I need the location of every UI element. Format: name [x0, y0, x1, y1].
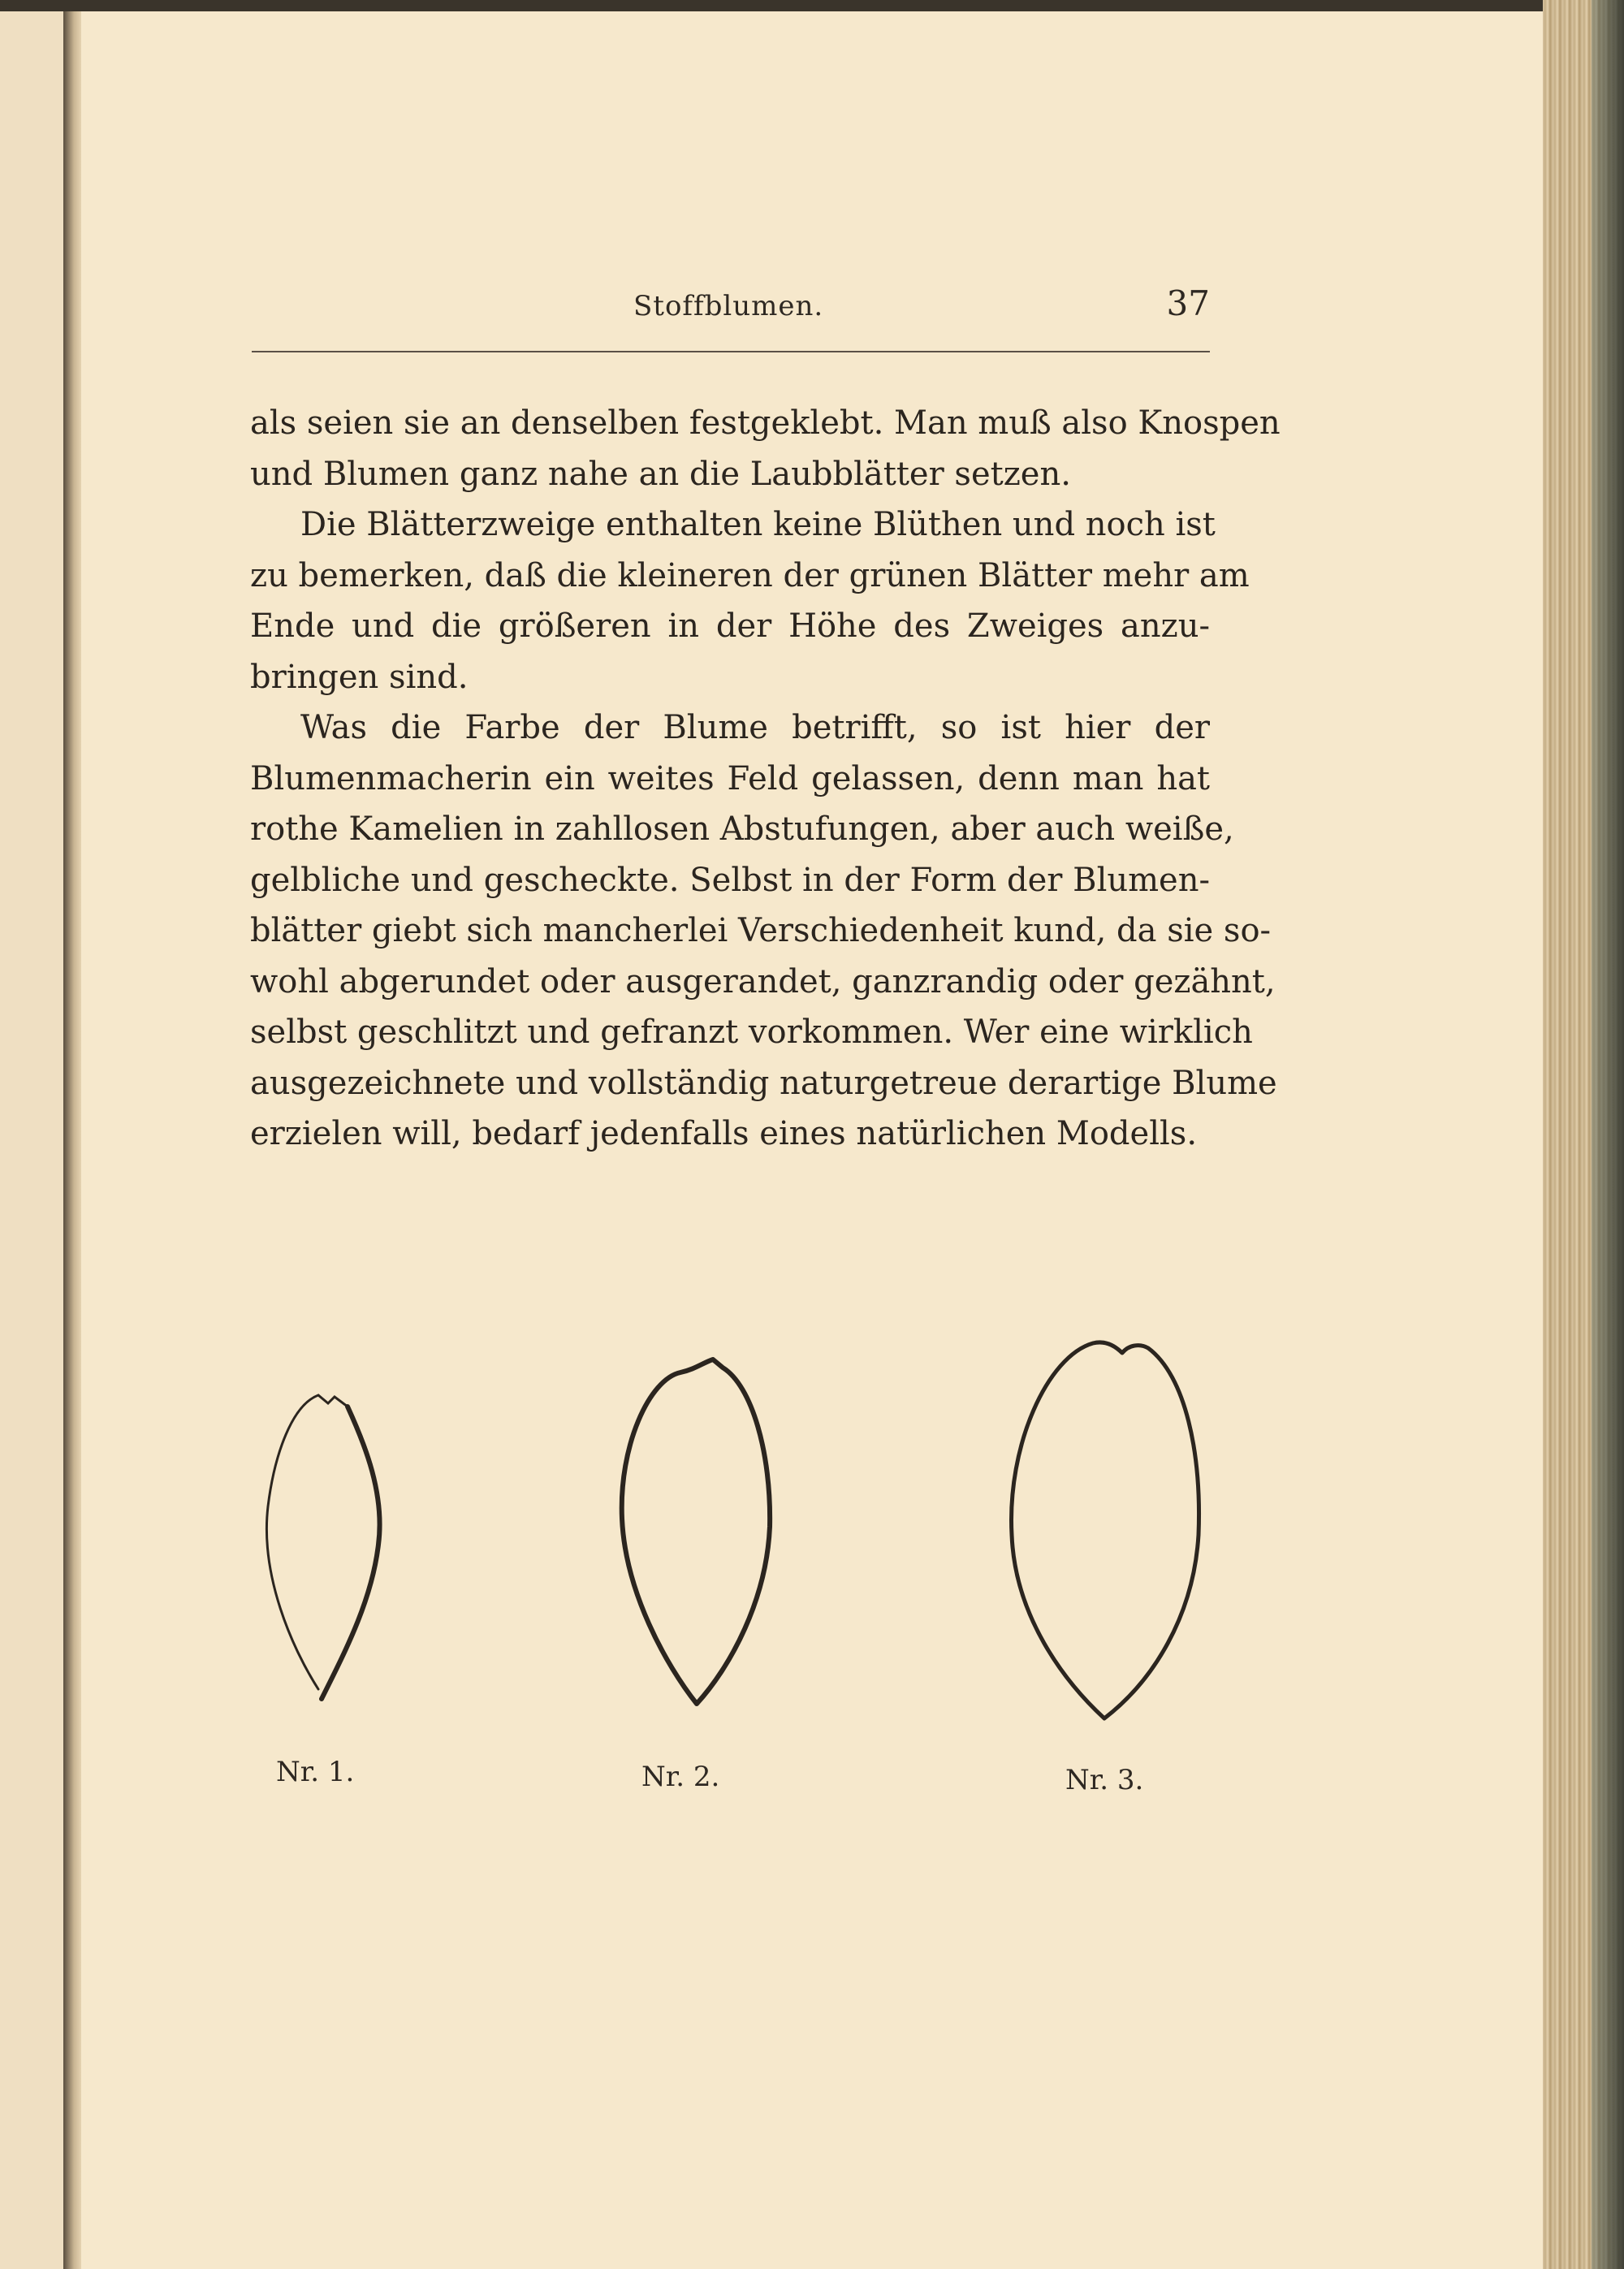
- running-head: [252, 280, 1210, 337]
- text-line: als seien sie an denselben festgeklebt. Man muß also Knospen: [250, 404, 1281, 442]
- figure-label-2: Nr. 2.: [641, 1761, 720, 1793]
- scan-top-border: [0, 0, 1624, 11]
- text-line: zu bemerken, daß die kleineren der grünen Blätter mehr am: [250, 556, 1250, 594]
- text-line: blätter giebt sich mancherlei Verschiedenheit kund, da sie so-: [250, 912, 1272, 949]
- petal-medium-icon: [622, 1359, 770, 1704]
- figure-label-3: Nr. 3.: [1065, 1764, 1144, 1796]
- text-line: Was die Farbe der Blume betrifft, so ist hier der: [300, 709, 1210, 746]
- book-gutter: [63, 0, 81, 2269]
- text-line: Ende und die größeren in der Höhe des Zweiges anzu-: [250, 607, 1210, 645]
- petal-figures: [244, 1332, 1218, 1819]
- petal-figures-drawing: [244, 1332, 1218, 1819]
- text-line: und Blumen ganz nahe an die Laubblätter setzen.: [250, 455, 1071, 493]
- text-line: Blumenmacherin ein weites Feld gelassen, denn man hat: [250, 759, 1210, 797]
- page-number: 37: [1166, 283, 1210, 323]
- previous-page-edge: [0, 0, 66, 2269]
- text-line: Die Blätterzweige enthalten keine Blüthen und noch ist: [300, 506, 1216, 543]
- text-line: selbst geschlitzt und gefranzt vorkommen. Wer eine wirklich: [250, 1013, 1253, 1051]
- running-head-title: Stoffblumen.: [633, 290, 824, 322]
- figure-label-1: Nr. 1.: [276, 1756, 355, 1788]
- text-line: rothe Kamelien in zahllosen Abstufungen, aber auch weiße,: [250, 810, 1234, 848]
- petal-narrow-icon: [266, 1395, 380, 1699]
- header-rule: [252, 351, 1210, 352]
- petal-broad-icon: [1012, 1342, 1199, 1718]
- text-line: wohl abgerundet oder ausgerandet, ganzrandig oder gezähnt,: [250, 962, 1276, 1001]
- book-cover-shadow: [1592, 0, 1624, 2269]
- text-line: erzielen will, bedarf jedenfalls eines natürlichen Modells.: [250, 1115, 1198, 1152]
- body-text: [250, 398, 1281, 1160]
- text-line: gelbliche und gescheckte. Selbst in der Form der Blumen-: [250, 861, 1210, 899]
- text-line: ausgezeichnete und vollständig naturgetreue derartige Blume: [250, 1064, 1277, 1102]
- text-line: bringen sind.: [250, 658, 469, 696]
